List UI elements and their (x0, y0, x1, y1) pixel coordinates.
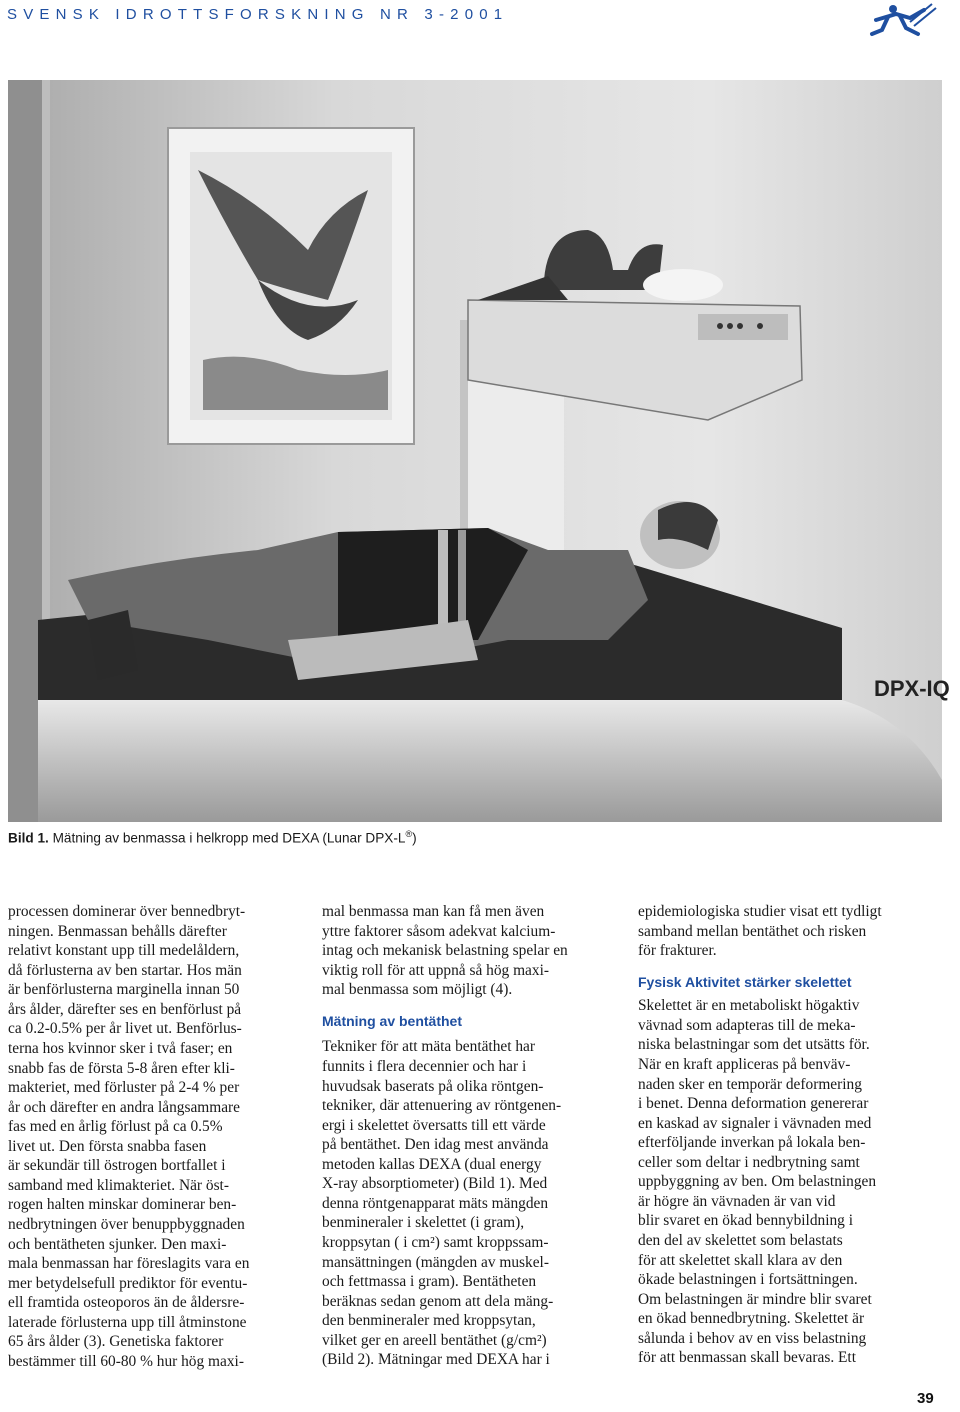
section-heading-fysisk-aktivitet: Fysisk Aktivitet stärker skelettet (638, 973, 852, 990)
text-line: Tekniker för att mäta bentäthet har (322, 1038, 536, 1056)
text-line: ningen. Benmassan behålls därefter (8, 922, 227, 940)
column-2-intro (322, 902, 568, 1000)
text-line: beräknas sedan genom att dela mäng- (322, 1292, 554, 1310)
text-line: processen dominerar över bennedbryt- (8, 903, 246, 920)
text-line: Skelettet är en metaboliskt högaktiv (638, 997, 860, 1015)
text-line: celler som deltar i nedbrytning samt (638, 1153, 860, 1171)
text-line: den del av skelettet som belastats (638, 1232, 843, 1249)
text-line: Om belastningen är mindre blir svaret (638, 1290, 872, 1308)
text-line: bestämmer till 60-80 % hur hög maxi- (8, 1352, 244, 1370)
text-line: samband mellan bentäthet och risken (638, 922, 867, 940)
text-line: relativt konstant upp till medelåldern, (8, 942, 240, 960)
text-line: en ökad bennedbrytning. Skelettet är (638, 1310, 865, 1328)
text-line: benmineraler i skelettet (i gram), (322, 1214, 525, 1232)
text-line: metoden kallas DEXA (dual energy (322, 1155, 542, 1173)
text-line: ergi i skelettet översatts till ett värde (322, 1116, 546, 1134)
text-line: huvudsak baserats på olika röntgen- (322, 1077, 544, 1095)
text-line: laterade förlusterna upp till åtminstone (8, 1313, 247, 1331)
text-line: 65 års ålder (3). Genetiska faktorer (8, 1333, 224, 1351)
column-3-body (638, 996, 882, 1368)
caption-text: Mätning av benmassa i helkropp med DEXA (Lunar DPX-L (52, 830, 406, 846)
text-line: sålunda i behov av en viss belastning (638, 1329, 867, 1347)
text-line: snabb fas de första 5-8 åren efter kli- (8, 1059, 235, 1077)
text-line: mal benmassa som möjligt (4). (322, 981, 513, 999)
text-line: i benet. Denna deformation genererar (638, 1095, 869, 1113)
page-number: 39 (917, 1390, 934, 1407)
text-line: mansättningen (mängden av muskel- (322, 1253, 549, 1271)
text-line: livet ut. Den första snabba fasen (8, 1137, 207, 1155)
caption-label: Bild 1. (8, 830, 49, 846)
text-line: ca 0.2-0.5% per år livet ut. Benförlus- (8, 1020, 242, 1038)
text-line: års ålder, därefter ses en benförlust på (8, 1000, 242, 1018)
text-line: en kaskad av signaler i vävnaden med (638, 1114, 872, 1132)
text-line: viktig roll för att uppnå så hög maxi- (322, 961, 549, 979)
text-line: är sekundär till östrogen bortfallet i (8, 1157, 226, 1175)
text-line: är benförlusterna marginella innan 50 (8, 981, 240, 999)
section-heading-matning: Mätning av bentäthet (322, 1012, 463, 1029)
text-line: på bentäthet. Den idag mest använda (322, 1136, 549, 1154)
text-line: X-ray absorptiometer) (Bild 1). Med (322, 1175, 548, 1193)
column-3-intro (638, 902, 882, 961)
text-line: blir svaret en ökad bennybildning i (638, 1212, 853, 1230)
text-line: terna hos kvinnor sker i två faser; en (8, 1039, 233, 1057)
text-line: vilket ger en areell bentäthet (g/cm²) (322, 1331, 547, 1349)
text-line: tekniker, där attenuering av röntgenen- (322, 1097, 562, 1115)
text-line: niska belastningar som det utsätts för. (638, 1036, 870, 1054)
column-1 (8, 902, 249, 1372)
text-line: mer betydelsefull prediktor för eventu- (8, 1274, 248, 1292)
text-line: makteriet, med förluster på 2-4 % per (8, 1079, 240, 1097)
text-line: samband med klimakteriet. När öst- (8, 1176, 229, 1194)
text-line: funnits i flera decennier och har i (322, 1057, 527, 1075)
column-3 (638, 902, 882, 1368)
text-line: den benmineraler med kroppsytan, (322, 1312, 536, 1330)
text-line: uppbyggning av ben. Om belastningen (638, 1173, 877, 1191)
text-line: epidemiologiska studier visat ett tydligt (638, 903, 882, 920)
photo-caption (8, 829, 417, 846)
running-header: SVENSK IDROTTSFORSKNING NR 3-2001 (7, 6, 509, 23)
text-line: intag och mekanisk belastning spelar en (322, 942, 568, 960)
column-2 (322, 902, 568, 1370)
text-line: för frakturer. (638, 942, 717, 960)
text-line: vävnad som adapteras till de meka- (638, 1016, 856, 1034)
text-line: När en kraft appliceras på benväv- (638, 1055, 851, 1073)
text-line: ell framtida osteoporos än de åldersre- (8, 1294, 245, 1312)
dexa-scan-photo (8, 80, 950, 822)
text-line: är högre än vävnaden är van vid (638, 1192, 836, 1210)
column-2-body (322, 1037, 568, 1370)
text-line: kroppsytan ( i cm²) samt kroppssam- (322, 1234, 549, 1251)
text-line: rogen halten minskar dominerar ben- (8, 1196, 237, 1214)
text-line: och fettmassa i gram). Bentätheten (322, 1273, 537, 1291)
text-line: mala benmassan har föreslagits vara en (8, 1255, 250, 1273)
caption-close: ) (412, 830, 417, 846)
machine-label: DPX-IQ (874, 676, 950, 701)
text-line: naden sker en temporär deformering (638, 1075, 862, 1093)
text-line: efterföljande inverkan på lokala ben- (638, 1134, 866, 1152)
caption-registered-mark: ® (405, 829, 413, 839)
text-line: nedbrytningen över benuppbyggnaden (8, 1216, 245, 1233)
text-line: mal benmassa man kan få men även (322, 903, 545, 920)
journal-logo-icon (866, 0, 940, 40)
text-line: denna röntgenapparat mäts mängden (322, 1194, 549, 1212)
text-line: (Bild 2). Mätningar med DEXA har i (322, 1351, 550, 1369)
text-line: fas med en årlig förlust på ca 0.5% (8, 1118, 223, 1136)
text-line: och bentätheten sjunker. Den maxi- (8, 1235, 227, 1253)
text-line: för att skelettet skall klara av den (638, 1251, 843, 1269)
text-line: för att benmassan skall bevaras. Ett (638, 1349, 856, 1367)
text-line: yttre faktorer såsom adekvat kalcium- (322, 922, 556, 940)
text-line: år och därefter en andra långsammare (8, 1098, 241, 1116)
text-line: ökade belastningen i fortsättningen. (638, 1271, 858, 1289)
text-line: då förlusterna av ben startar. Hos män (8, 961, 242, 979)
